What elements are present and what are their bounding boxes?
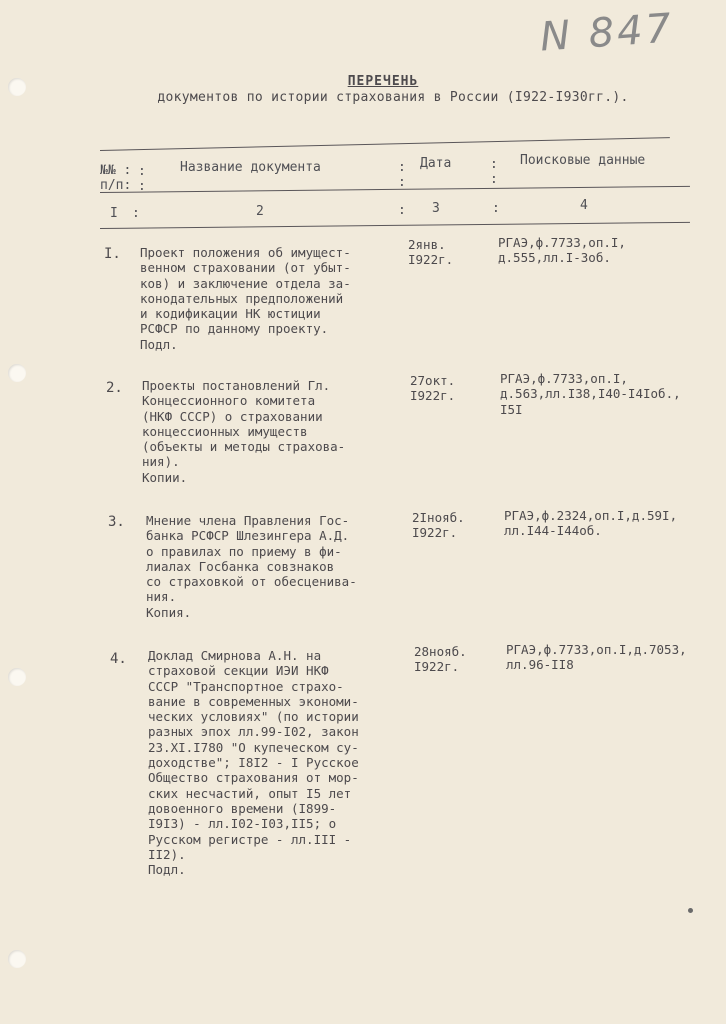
col-number-4: 4	[580, 198, 588, 213]
col-number-2: 2	[256, 204, 264, 219]
row-number: I.	[104, 246, 121, 262]
table-rule-top	[100, 137, 670, 151]
col-separator: :	[398, 203, 406, 218]
row-reference: РГАЭ,ф.7733,оп.I,д.7053, лл.96-II8	[506, 642, 687, 673]
row-number: 4.	[110, 651, 127, 667]
table-rule-mid	[100, 186, 690, 193]
header-col-number: №№ : п/п:	[100, 163, 132, 193]
row-date: 28нояб. I922г.	[414, 644, 467, 675]
header-col-date: Дата	[420, 156, 452, 171]
col-separator: :	[132, 206, 140, 221]
row-document-name: Проекты постановлений Гл. Концессионного комитета (НКФ СССР) о страховании концессионных имуществ (объекты и методы страхова- ния). Копии.	[142, 378, 346, 485]
row-date: 2янв. I922г.	[408, 237, 454, 268]
document-title: ПЕРЕЧЕНЬ	[347, 74, 419, 89]
row-document-name: Проект положения об имущест- венном страховании (от убыт- ков) и заключение отдела за- конодательных предположений и кодификации НК юстиции РСФСР по данному проекту. Подл.	[140, 245, 351, 352]
table-rule-bottom	[100, 222, 690, 229]
row-document-name: Мнение члена Правления Гос- банка РСФСР Шлезингера А.Д. о правилах по приему в фи- лиалах Госбанка совзнаков со страховкой от обесценива- ния. Копия.	[146, 513, 357, 620]
col-separator: : :	[490, 157, 498, 187]
row-date: 27окт. I922г.	[410, 373, 456, 404]
row-document-name: Доклад Смирнова А.Н. на страховой секции ИЭИ НКФ СССР "Транспортное страхо- вание в современных экономи- ческих условиях" (по истории разных эпох лл.99-I02, закон 23.XI.I780 "О купеческом су- доходстве"; I8I2 - I Русское Общество страхования от мор- ских несчастий, опыт I5 лет довоенного времени (I899- I9I3) - лл.I02-I03,II5; о Русском регистре - лл.III - II2). Подл.	[148, 648, 359, 878]
header-col-ref: Поисковые данные	[520, 153, 646, 168]
binder-hole	[8, 950, 26, 968]
row-reference: РГАЭ,ф.7733,оп.I, д.555,лл.I-3об.	[498, 235, 626, 266]
document-subtitle: документов по истории страхования в России (I922-I930гг.).	[157, 90, 629, 105]
header-col-name: Название документа	[180, 160, 321, 175]
ink-spot	[688, 908, 693, 913]
row-date: 2Iнояб. I922г.	[412, 510, 465, 541]
col-separator: :	[492, 201, 500, 216]
binder-hole	[8, 364, 26, 382]
row-number: 2.	[106, 380, 123, 396]
col-separator: : :	[138, 164, 146, 194]
col-separator: : :	[398, 160, 406, 190]
handwritten-archive-number: N 847	[538, 5, 676, 61]
row-number: 3.	[108, 514, 125, 530]
binder-hole	[8, 668, 26, 686]
col-number-1: I	[110, 206, 118, 221]
col-number-3: 3	[432, 201, 440, 216]
row-reference: РГАЭ,ф.2324,оп.I,д.59I, лл.I44-I44об.	[504, 508, 678, 539]
row-reference: РГАЭ,ф.7733,оп.I, д.563,лл.I38,I40-I4Iоб., I5I	[500, 371, 681, 417]
